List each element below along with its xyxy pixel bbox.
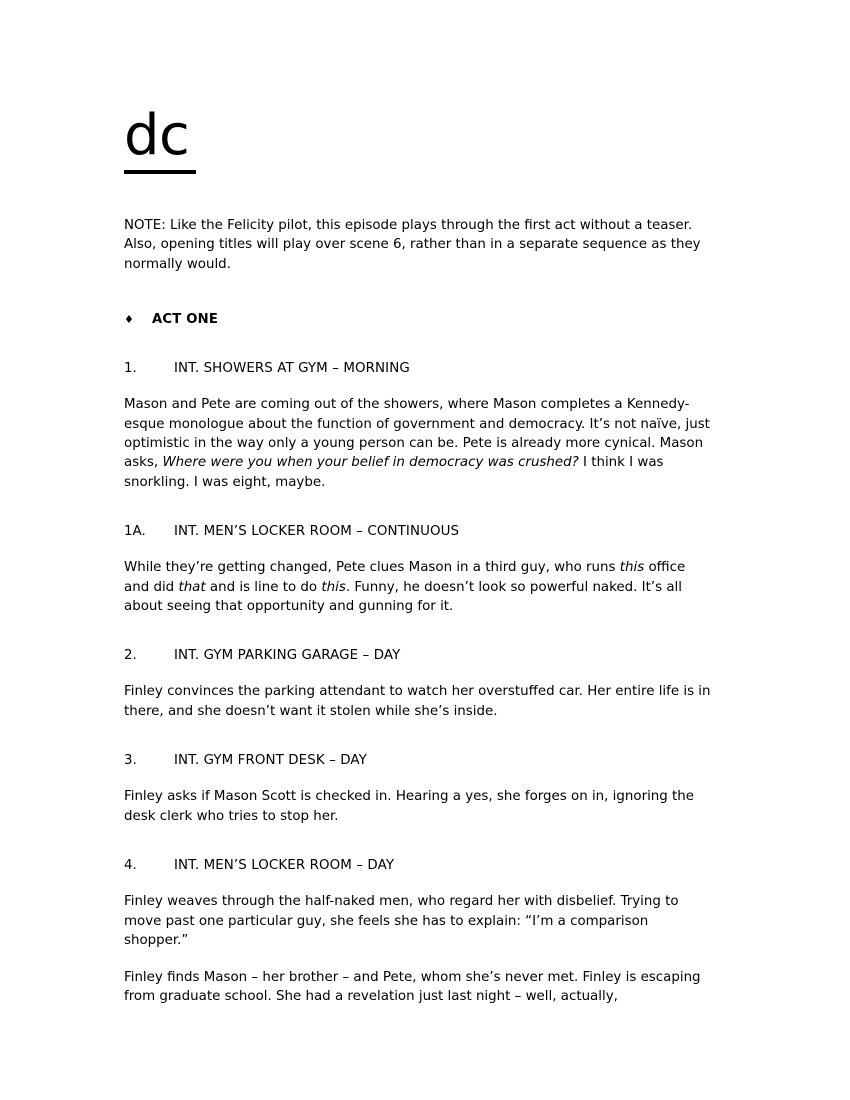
body-text: Finley finds Mason – her brother – and Pete, whom she’s never met. Finley is escaping from graduate school. She had a revelation just last night – well, actually, — [124, 970, 701, 1005]
scene-slug: INT. GYM PARKING GARAGE – DAY — [174, 648, 401, 664]
emphasis-text: this — [321, 579, 346, 595]
document-logo: dc — [124, 103, 190, 168]
scene-paragraph — [124, 968, 714, 1007]
scene-list — [124, 359, 714, 1007]
scene-number: 1A. — [124, 523, 146, 539]
emphasis-text: Where were you when your belief in democracy was crushed? — [162, 455, 579, 471]
act-heading-label: ACT ONE — [152, 311, 219, 327]
scene-slug: INT. SHOWERS AT GYM – MORNING — [174, 361, 410, 377]
emphasis-text: this — [619, 560, 645, 576]
body-text: While they’re getting changed, Pete clues Mason in a third guy, who runs — [124, 560, 620, 576]
body-text: and is line to do — [205, 579, 322, 595]
scene-number: 3. — [124, 753, 137, 769]
scene-heading — [124, 359, 714, 378]
scene-heading — [124, 522, 714, 541]
scene-block — [124, 522, 714, 616]
scene-paragraph — [124, 395, 714, 491]
diamond-bullet-icon: ♦ — [124, 312, 134, 326]
body-text: Finley convinces the parking attendant to watch her overstuffed car. Her entire life is in there, and she doesn’t want it stolen while she’s inside. — [124, 684, 711, 719]
scene-block — [124, 359, 714, 492]
scene-paragraph — [124, 892, 714, 950]
masthead-rule — [124, 170, 196, 174]
scene-paragraph — [124, 787, 714, 826]
note-paragraph: NOTE: Like the Felicity pilot, this episode plays through the first act without a teaser. Also, opening titles will play over scene 6, rather than in a separate sequence as they normally would. — [124, 218, 701, 272]
emphasis-text: that — [178, 579, 206, 595]
act-heading — [124, 310, 714, 329]
scene-slug: INT. GYM FRONT DESK – DAY — [174, 753, 367, 769]
body-text: Mason and Pete are coming out of the showers, where Mason completes a Kennedy-esque monologue about the function of government and democracy. It’s not naïve, just optimistic in the way only a young person can be. Pete is already more cynical. Mason asks, — [124, 397, 710, 471]
body-text: Finley weaves through the half-naked men, who regard her with disbelief. Trying to move past one particular guy, she feels she has to explain: “I’m a comparison shopper.” — [124, 894, 679, 948]
scene-heading — [124, 751, 714, 770]
scene-block — [124, 751, 714, 826]
scene-heading — [124, 646, 714, 665]
body-text: . Funny, he doesn’t look so powerful naked. It’s all about seeing that opportunity and gunning for it. — [124, 579, 682, 614]
scene-paragraph — [124, 682, 714, 721]
scene-slug: INT. MEN’S LOCKER ROOM – DAY — [174, 857, 395, 873]
scene-block — [124, 646, 714, 721]
body-text: office and did — [124, 560, 686, 595]
body-text: Finley asks if Mason Scott is checked in. Hearing a yes, she forges on in, ignoring the desk clerk who tries to stop her. — [124, 789, 695, 824]
masthead — [124, 0, 714, 174]
scene-heading — [124, 856, 714, 875]
scene-number: 4. — [124, 857, 137, 873]
scene-paragraph — [124, 558, 714, 616]
scene-number: 1. — [124, 361, 137, 377]
page-content — [124, 0, 714, 1007]
scene-block — [124, 856, 714, 1007]
scene-slug: INT. MEN’S LOCKER ROOM – CONTINUOUS — [174, 523, 460, 539]
scene-number: 2. — [124, 648, 137, 664]
body-text: I think I was snorkling. I was eight, maybe. — [124, 455, 664, 490]
